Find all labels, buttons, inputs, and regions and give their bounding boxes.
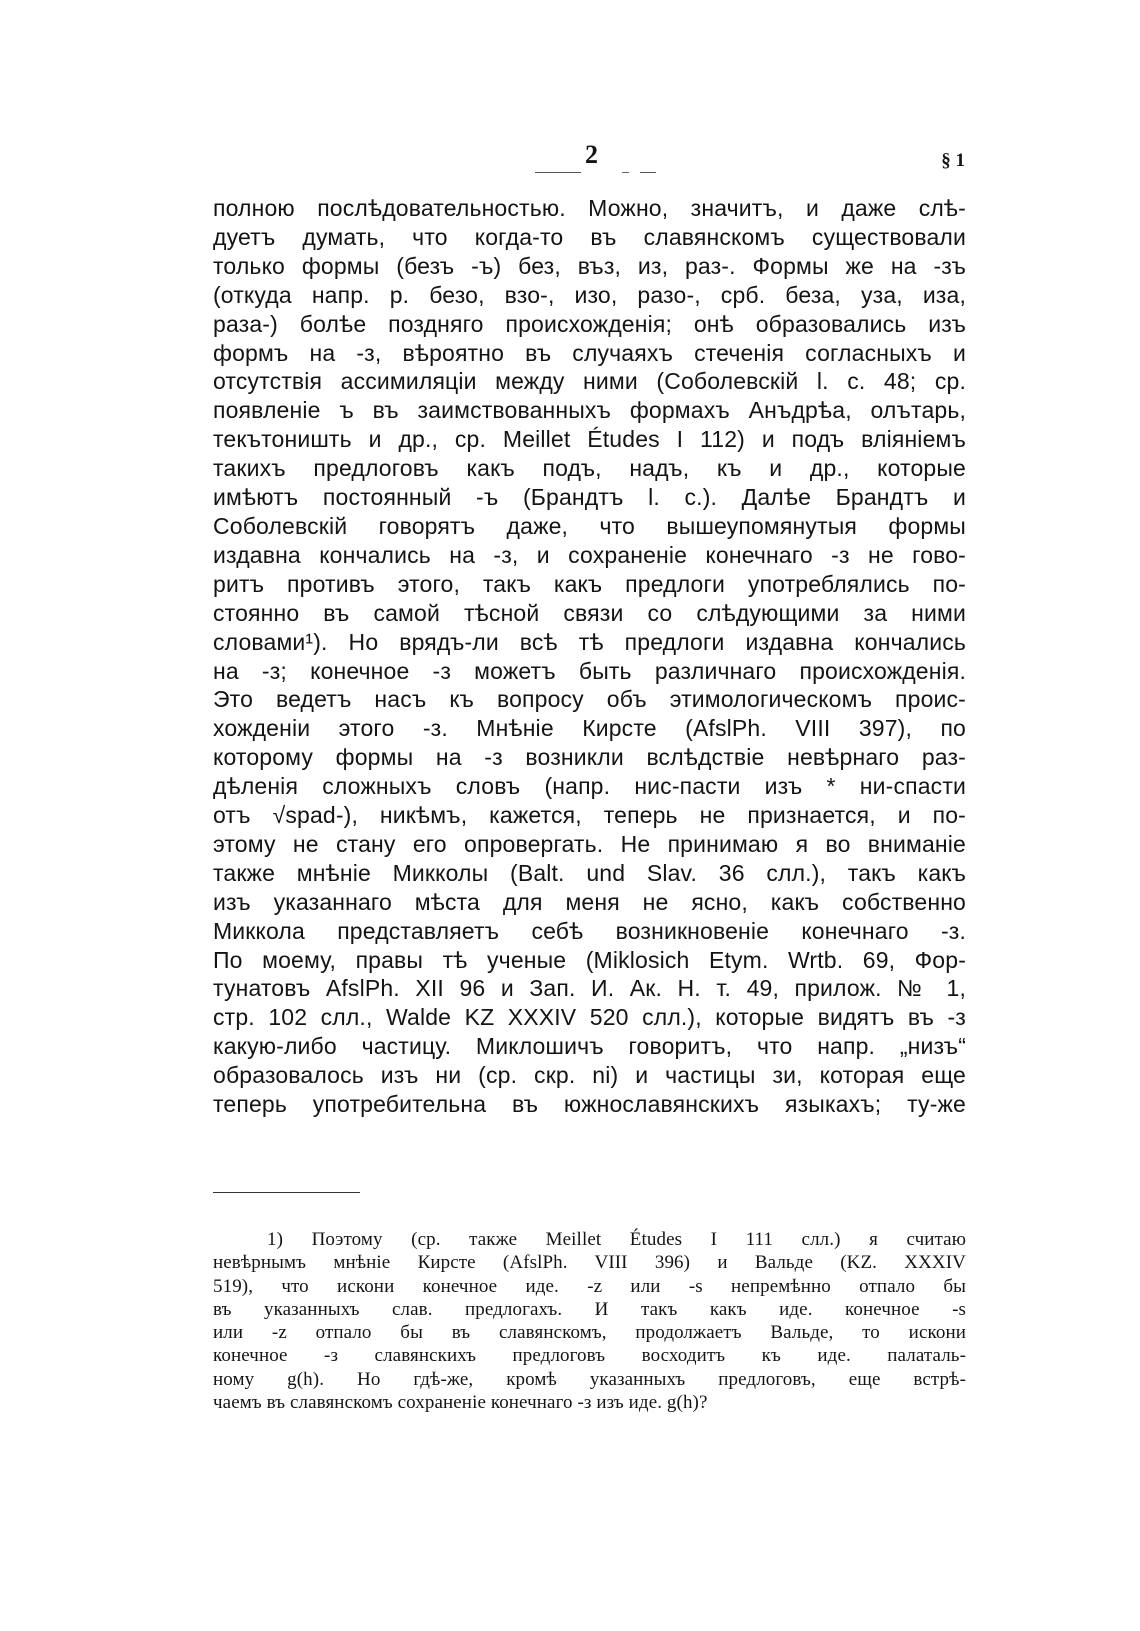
text-line: Миккола представляетъ себѣ возникновеніе конечнаго -з. [213, 917, 966, 944]
text-line: теперь употребительна въ южнославянскихъ языкахъ; ту-же [213, 1091, 966, 1118]
text-line: только формы (безъ -ъ) без, въз, из, раз-. Формы же на -зъ [213, 252, 966, 279]
text-line: (откуда напр. р. безо, взо-, изо, разо-, срб. беза, уза, иза, [213, 281, 966, 308]
text-line: изъ указаннаго мѣста для меня не ясно, какъ собственно [213, 888, 966, 915]
header-dash [640, 172, 656, 173]
footnote-line: 1) Поэтому (ср. также Meillet Études I 111 слл.) я считаю [267, 1229, 966, 1250]
footnote-line: въ указанныхъ слав. предлогахъ. И такъ какъ иде. конечное -s [213, 1298, 966, 1320]
text-line: такихъ предлоговъ какъ подъ, надъ, къ и др., которые [213, 455, 966, 482]
text-line: появленіе ъ въ заимствованныхъ формахъ Анъдрѣа, олътарь, [213, 397, 966, 424]
page-number: 2 [585, 140, 598, 169]
text-line: Это ведетъ насъ къ вопросу объ этимологическомъ проис- [213, 686, 966, 713]
footnote-line: невѣрнымъ мнѣніе Кирсте (AfslPh. VIII 396) и Вальде (KZ. XXXIV [213, 1252, 966, 1274]
section-number: § 1 [941, 150, 965, 171]
footnote-line: 519), что искони конечное иде. -z или -s непремѣнно отпало бы [213, 1275, 966, 1297]
text-line: которому формы на -з возникли вслѣдствіе невѣрнаго раз- [213, 744, 966, 771]
text-line: По моему, правы тѣ ученые (Miklosich Etym. Wrtb. 69, Фор- [213, 946, 966, 973]
footnote-line: ному g(h). Но гдѣ-же, кромѣ указанныхъ предлоговъ, еще встрѣ- [213, 1368, 966, 1390]
footnote-line: или -z отпало бы въ славянскомъ, продолжаетъ Вальде, то искони [213, 1322, 966, 1344]
text-line: какую-либо частицу. Миклошичъ говоритъ, что напр. „низъ“ [213, 1033, 966, 1060]
text-line: стоянно въ самой тѣсной связи со слѣдующими за ними [213, 599, 966, 626]
header-dash [622, 172, 629, 173]
text-line: этому не стану его опровергать. Не принимаю я во вниманіе [213, 830, 966, 857]
text-line: отъ √spad-), никѣмъ, кажется, теперь не признается, и по- [213, 802, 966, 829]
text-line: полною послѣдовательностью. Можно, значитъ, и даже слѣ- [213, 195, 966, 221]
text-line: тунатовъ AfslPh. XII 96 и Зап. И. Ак. Н. т. 49, прилож. № 1, [213, 975, 966, 1002]
footnote-divider [213, 1192, 360, 1193]
text-line: Соболевскій говорятъ даже, что вышеупомянутыя формы [213, 512, 966, 539]
text-line: имѣютъ постоянный -ъ (Брандтъ l. c.). Далѣе Брандтъ и [213, 484, 966, 511]
text-line: хожденіи этого -з. Мнѣніе Кирсте (AfslPh. VIII 397), по [213, 715, 966, 742]
text-line: ритъ противъ этого, такъ какъ предлоги употреблялись по- [213, 570, 966, 597]
text-line: дуетъ думать, что когда-то въ славянскомъ существовали [213, 223, 966, 250]
footnote-line: чаемъ въ славянскомъ сохраненіе конечнаго -з изъ иде. g(h)? [213, 1392, 708, 1414]
footnote [213, 1228, 966, 1414]
text-line: текътоништь и др., ср. Meillet Études I 112) и подъ вліяніемъ [213, 426, 966, 453]
text-line: отсутствія ассимиляціи между ними (Соболевскій l. c. 48; ср. [213, 368, 966, 395]
text-line: формъ на -з, вѣроятно въ случаяхъ стеченія согласныхъ и [213, 339, 966, 366]
text-line: словами¹). Но врядъ-ли всѣ тѣ предлоги издавна кончались [213, 628, 966, 655]
main-text [213, 194, 966, 1119]
text-line: стр. 102 слл., Walde KZ XXXIV 520 слл.), которые видятъ въ -з [213, 1004, 966, 1031]
text-line: дѣленія сложныхъ словъ (напр. нис-пасти изъ * ни-спасти [213, 773, 966, 800]
header-dash [535, 172, 581, 173]
text-line: раза-) болѣе поздняго происхожденія; онѣ образовались изъ [213, 310, 966, 337]
text-line: на -з; конечное -з можетъ быть различнаго происхожденія. [213, 657, 966, 684]
text-line: издавна кончались на -з, и сохраненіе конечнаго -з не гово- [213, 541, 966, 568]
text-line: образовалось изъ ни (ср. скр. ni) и частицы зи, которая еще [213, 1062, 966, 1089]
footnote-line: конечное -з славянскихъ предлоговъ восходитъ къ иде. палаталь- [213, 1345, 966, 1367]
text-line: также мнѣніе Микколы (Balt. und Slav. 36 слл.), такъ какъ [213, 859, 966, 886]
page-header [215, 140, 965, 180]
